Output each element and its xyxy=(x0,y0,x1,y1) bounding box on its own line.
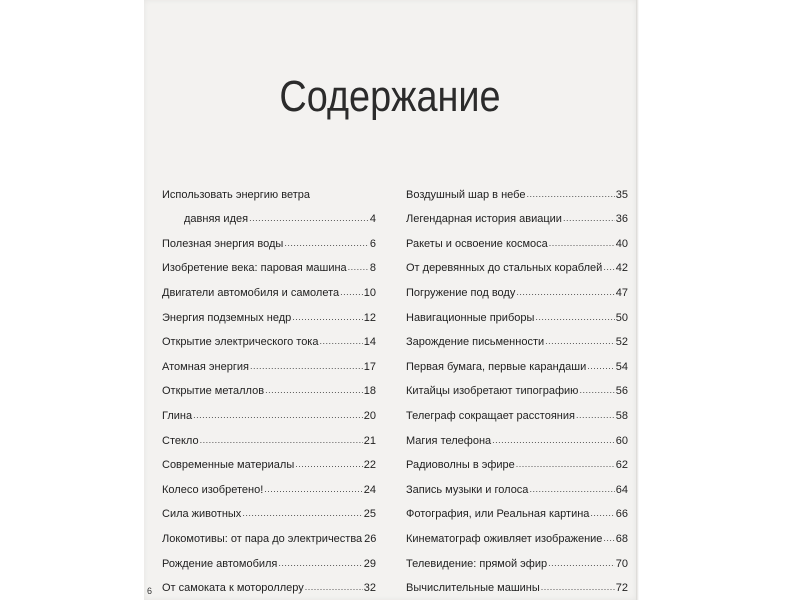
toc-entry xyxy=(162,570,376,595)
toc-left-column xyxy=(162,176,376,594)
toc-entry-title: Кинематограф оживляет изображение xyxy=(406,532,603,545)
toc-entry-title: давняя идея xyxy=(184,213,249,226)
toc-entry-title: Сила животных xyxy=(162,508,242,521)
toc-entry-page: 26 xyxy=(364,532,377,545)
toc-entry-title: Локомотивы: от пара до электричества xyxy=(162,532,363,545)
toc-entry xyxy=(406,447,628,472)
toc-entry xyxy=(406,299,628,324)
toc-entry-page: 68 xyxy=(615,532,628,545)
toc-entry-page: 40 xyxy=(615,237,628,250)
toc-leader-dots xyxy=(249,213,369,223)
toc-leader-dots xyxy=(305,582,363,592)
toc-entry xyxy=(162,422,376,447)
toc-entry-title: Энергия подземных недр xyxy=(162,311,292,324)
toc-entry-page: 21 xyxy=(363,434,376,447)
toc-entry-title: Зарождение письменности xyxy=(406,336,545,349)
toc-leader-dots xyxy=(340,287,363,297)
toc-entry-title: Ракеты и освоение космоса xyxy=(406,237,548,250)
toc-entry xyxy=(406,496,628,521)
toc-leader-dots xyxy=(541,582,615,592)
toc-entry-page: 22 xyxy=(363,459,376,472)
toc-leader-dots xyxy=(576,410,615,420)
toc-entry-title: Колесо изобретено! xyxy=(162,483,264,496)
toc-leader-dots xyxy=(348,262,369,272)
toc-leader-dots xyxy=(516,287,614,297)
toc-entry xyxy=(406,422,628,447)
toc-entry-title: Первая бумага, первые карандаши xyxy=(406,360,587,373)
toc-entry-page: 4 xyxy=(369,213,376,226)
toc-entry-page: 70 xyxy=(615,557,628,570)
toc-entry-page: 66 xyxy=(615,508,628,521)
toc-entry-title: Воздушный шар в небе xyxy=(406,188,526,201)
toc-leader-dots xyxy=(526,189,614,199)
toc-entry-page: 32 xyxy=(363,582,376,595)
toc-entry-page: 54 xyxy=(615,360,628,373)
toc-leader-dots xyxy=(265,385,363,395)
toc-leader-dots xyxy=(603,533,614,543)
toc-entry-title: Изобретение века: паровая машина xyxy=(162,262,347,275)
toc-leader-dots xyxy=(579,385,614,395)
toc-entry-page: 50 xyxy=(615,311,628,324)
toc-entry-title: Открытие металлов xyxy=(162,385,265,398)
toc-entry-title: Атомная энергия xyxy=(162,360,249,373)
toc-entry xyxy=(162,176,376,201)
toc-entry-page: 17 xyxy=(363,360,376,373)
toc-entry-title: Навигационные приборы xyxy=(406,311,535,324)
page-number: 6 xyxy=(147,586,153,596)
toc-entry xyxy=(406,520,628,545)
toc-leader-dots xyxy=(292,312,362,322)
toc-entry xyxy=(162,545,376,570)
toc-entry-title: Использовать энергию ветра xyxy=(162,188,310,201)
toc-leader-dots xyxy=(535,312,614,322)
toc-leader-dots xyxy=(529,484,614,494)
toc-entry-title: Телевидение: прямой эфир xyxy=(406,557,548,570)
toc-entry-title: Китайцы изобретают типографию xyxy=(406,385,579,398)
toc-entry-title: От деревянных до стальных кораблей xyxy=(406,262,603,275)
toc-entry xyxy=(162,496,376,521)
toc-entry-page: 60 xyxy=(615,434,628,447)
toc-entry xyxy=(406,274,628,299)
toc-entry-title: Магия телефона xyxy=(406,434,492,447)
toc-entry xyxy=(162,324,376,349)
toc-entry-page: 14 xyxy=(363,336,376,349)
toc-leader-dots xyxy=(319,336,362,346)
toc-entry-page: 36 xyxy=(615,213,628,226)
page-title: Содержание xyxy=(279,72,501,121)
toc-entry xyxy=(162,250,376,275)
toc-entry-title: Запись музыки и голоса xyxy=(406,483,529,496)
toc-entry-page: 56 xyxy=(615,385,628,398)
toc-entry-page: 58 xyxy=(615,409,628,422)
toc-entry-page: 64 xyxy=(615,483,628,496)
toc-leader-dots xyxy=(278,558,362,568)
toc-leader-dots xyxy=(284,238,369,248)
toc-entry-page: 62 xyxy=(615,459,628,472)
toc-entry-title: Полезная энергия воды xyxy=(162,237,284,250)
toc-entry xyxy=(162,373,376,398)
toc-entry-title: Радиоволны в эфире xyxy=(406,459,515,472)
toc-leader-dots xyxy=(264,484,362,494)
toc-entry-page: 47 xyxy=(615,286,628,299)
toc-leader-dots xyxy=(250,361,363,371)
toc-entry xyxy=(406,201,628,226)
toc-entry xyxy=(162,520,376,545)
toc-leader-dots xyxy=(545,336,615,346)
toc-entry xyxy=(162,274,376,299)
toc-entry-title: Двигатели автомобиля и самолета xyxy=(162,286,340,299)
toc-leader-dots xyxy=(549,238,615,248)
toc-leader-dots xyxy=(492,435,615,445)
toc-entry-page: 18 xyxy=(363,385,376,398)
toc-entry-title: Телеграф сокращает расстояния xyxy=(406,409,575,422)
toc-entry-page: 42 xyxy=(615,262,628,275)
toc-leader-dots xyxy=(200,435,363,445)
toc-entry xyxy=(162,471,376,496)
toc-entry xyxy=(406,324,628,349)
toc-entry-title: Вычислительные машины xyxy=(406,582,540,595)
page-edge xyxy=(636,0,639,600)
toc-entry xyxy=(162,447,376,472)
toc-entry xyxy=(406,225,628,250)
toc-entry-page: 35 xyxy=(615,188,628,201)
toc-leader-dots xyxy=(563,213,615,223)
toc-entry xyxy=(162,299,376,324)
toc-entry-title: Глина xyxy=(162,409,193,422)
toc-entry-title: Современные материалы xyxy=(162,459,295,472)
toc-leader-dots xyxy=(590,508,614,518)
toc-leader-dots xyxy=(548,558,615,568)
toc-entry-title: Погружение под воду xyxy=(406,286,516,299)
toc-leader-dots xyxy=(587,361,615,371)
toc-entry-title: Легендарная история авиации xyxy=(406,213,562,226)
toc-leader-dots xyxy=(603,262,614,272)
toc-leader-dots xyxy=(242,508,362,518)
toc-entry-page: 24 xyxy=(363,483,376,496)
toc-entry xyxy=(162,201,376,226)
toc-entry xyxy=(406,373,628,398)
toc-entry-page: 29 xyxy=(363,557,376,570)
toc-entry xyxy=(406,176,628,201)
toc-leader-dots xyxy=(516,459,615,469)
book-page xyxy=(144,0,636,600)
toc-entry xyxy=(406,250,628,275)
toc-entry-page: 12 xyxy=(363,311,376,324)
toc-entry-page: 6 xyxy=(369,237,376,250)
toc-entry xyxy=(406,348,628,373)
toc-right-column xyxy=(406,176,628,594)
toc-entry-title: Стекло xyxy=(162,434,199,447)
toc-leader-dots xyxy=(193,410,363,420)
toc-entry-title: От самоката к мотороллеру xyxy=(162,582,304,595)
toc-entry xyxy=(162,225,376,250)
toc-entry xyxy=(162,397,376,422)
toc-entry xyxy=(406,545,628,570)
toc-leader-dots xyxy=(295,459,363,469)
toc-entry-page: 72 xyxy=(615,582,628,595)
toc-entry xyxy=(406,471,628,496)
toc-entry xyxy=(162,348,376,373)
toc-entry-title: Открытие электрического тока xyxy=(162,336,319,349)
toc-entry xyxy=(406,570,628,595)
toc-entry-page: 20 xyxy=(363,409,376,422)
toc-entry-page: 10 xyxy=(363,286,376,299)
toc-entry-page: 52 xyxy=(615,336,628,349)
toc-entry xyxy=(406,397,628,422)
toc-entry-title: Рождение автомобиля xyxy=(162,557,278,570)
toc-entry-page: 8 xyxy=(369,262,376,275)
toc-entry-title: Фотография, или Реальная картина xyxy=(406,508,590,521)
toc-entry-page: 25 xyxy=(363,508,376,521)
